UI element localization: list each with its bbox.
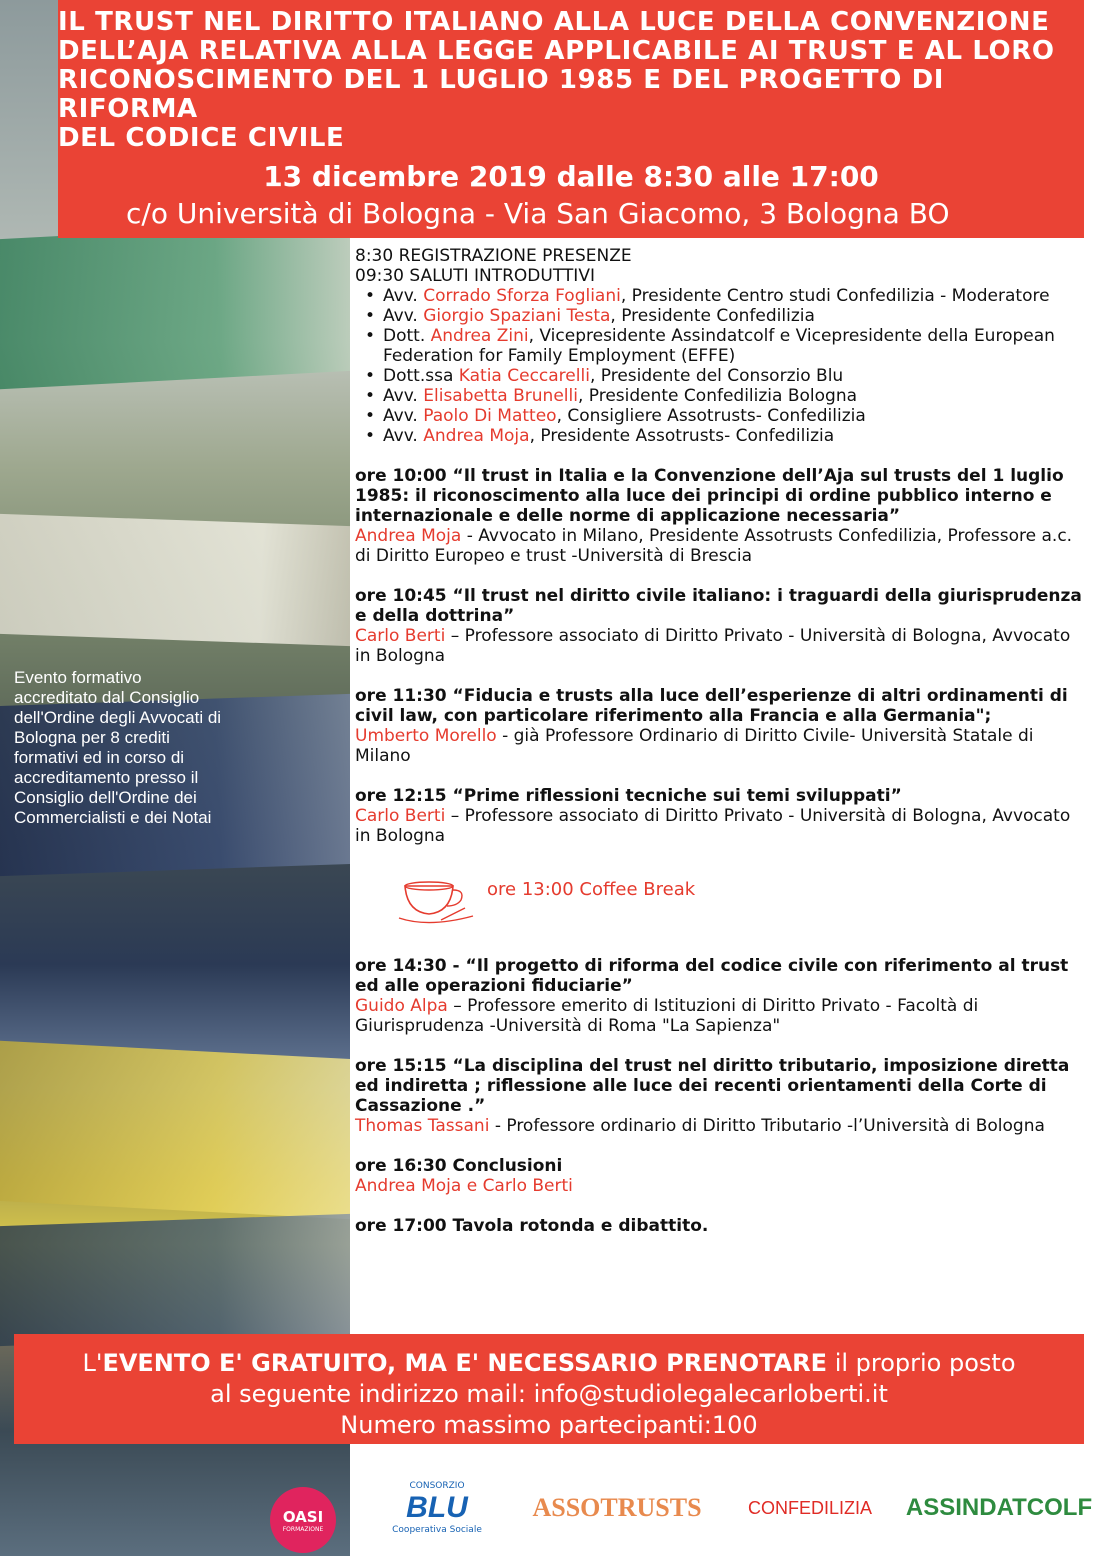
speaker-item xyxy=(365,366,1090,386)
speaker-title: Dott.ssa xyxy=(383,366,459,386)
speaker-name: Paolo Di Matteo xyxy=(423,406,557,426)
session-talk: ore 15:15 “La disciplina del trust nel diritto tributario, imposizione diretta ed indiretta ; riflessione alle luce dei recenti orientamenti della Corte di Cassazione .” xyxy=(355,1056,1070,1116)
speaker-item xyxy=(365,426,1090,446)
session-talk: ore 12:15 “Prime riflessioni tecniche sui temi sviluppati” xyxy=(355,786,902,806)
session xyxy=(355,956,1090,1036)
session xyxy=(355,466,1090,566)
speaker-title: Avv. xyxy=(383,426,424,446)
session xyxy=(355,1056,1090,1136)
speaker-item xyxy=(365,306,1090,326)
speaker-name: Giorgio Spaziani Testa xyxy=(423,306,611,326)
session-affiliation: - Professore ordinario di Diritto Tributario -l’Università di Bologna xyxy=(489,1116,1045,1136)
speaker-role: , Consigliere Assotrusts- Confedilizia xyxy=(556,406,866,426)
speaker-title: Avv. xyxy=(383,286,424,306)
session-speaker-line xyxy=(355,806,1070,846)
speaker-name: Andrea Moja xyxy=(423,426,530,446)
session-affiliation: - Avvocato in Milano, Presidente Assotrusts Confedilizia, Professore a.c. di Diritto Europeo e trust -Università di Brescia xyxy=(355,526,1073,566)
book-spine xyxy=(0,1039,350,1221)
speaker-title: Dott. xyxy=(383,326,431,346)
book-spine xyxy=(0,1213,350,1348)
program xyxy=(355,246,1090,1236)
coffee-break xyxy=(355,880,1090,936)
speaker-item xyxy=(365,406,1090,426)
greetings-time: 09:30 SALUTI INTRODUTTIVI xyxy=(355,266,595,286)
book-spine xyxy=(0,219,350,391)
speaker-role: , Presidente Confedilizia xyxy=(610,306,815,326)
confedilizia-logo: CONFEDILIZIA xyxy=(747,1497,872,1518)
coffee-break-label: ore 13:00 Coffee Break xyxy=(487,879,696,900)
session-talk: ore 10:45 “Il trust nel diritto civile italiano: i traguardi della giurisprudenza e della dottrina” xyxy=(355,586,1082,626)
speaker-name: Corrado Sforza Fogliani xyxy=(423,286,621,306)
speaker-title: Avv. xyxy=(383,406,424,426)
event-date: 13 dicembre 2019 dalle 8:30 alle 17:00 xyxy=(263,160,879,193)
session-speaker: Carlo Berti xyxy=(355,806,446,826)
session-speaker-line xyxy=(355,726,1034,766)
session-affiliation: – Professore associato di Diritto Privato - Università di Bologna, Avvocato in Bologna xyxy=(355,626,1071,666)
header-banner xyxy=(58,0,1084,238)
session xyxy=(355,586,1090,666)
session-speaker-line xyxy=(355,626,1070,666)
round-table xyxy=(355,1216,1090,1236)
session xyxy=(355,686,1090,766)
speaker-role: , Presidente Confedilizia Bologna xyxy=(577,386,858,406)
speaker-role: , Presidente Centro studi Confedilizia - Moderatore xyxy=(620,286,1050,306)
session-speaker: Carlo Berti xyxy=(355,626,446,646)
booking-banner xyxy=(14,1334,1084,1444)
session-speaker-line xyxy=(355,996,978,1036)
session xyxy=(355,786,1090,846)
max-participants: Numero massimo partecipanti:100 xyxy=(340,1411,758,1439)
session-speaker: Thomas Tassani xyxy=(355,1116,490,1136)
session-affiliation: – Professore associato di Diritto Privato - Università di Bologna, Avvocato in Bologna xyxy=(355,806,1071,846)
conclusions-speakers: Andrea Moja e Carlo Berti xyxy=(355,1176,573,1196)
booking-emphasis: EVENTO E' GRATUITO, MA E' NECESSARIO PRENOTARE xyxy=(102,1349,828,1377)
speaker-item xyxy=(365,286,1090,306)
session-speaker: Andrea Moja xyxy=(355,526,462,546)
accreditation-note: Evento formativo accreditato dal Consiglio dell'Ordine degli Avvocati di Bologna per 8 crediti formativi ed in corso di accreditamento presso il Consiglio dell'Ordine dei Commercialisti e dei Notai xyxy=(14,668,222,827)
assindatcolf-logo: ASSINDATCOLF xyxy=(905,1494,1093,1521)
registration-time: 8:30 REGISTRAZIONE PRESENZE xyxy=(355,246,632,266)
assotrusts-logo: ASSOTRUSTS xyxy=(532,1493,702,1522)
session-talk: ore 10:00 “Il trust in Italia e la Convenzione dell’Aja sul trusts del 1 luglio 1985: il riconoscimento alla luce dei principi di ordine pubblico interno e internazionale e delle norme di applicazione necessaria” xyxy=(355,466,1064,526)
session-affiliation: - già Professore Ordinario di Diritto Civile- Università Statale di Milano xyxy=(355,726,1034,766)
event-venue: c/o Università di Bologna - Via San Giacomo, 3 Bologna BO xyxy=(126,197,950,230)
speaker-role: , Presidente Assotrusts- Confedilizia xyxy=(529,426,835,446)
booking-line-1: L'EVENTO E' GRATUITO, MA E' NECESSARIO PRENOTARE il proprio posto xyxy=(82,1349,1016,1377)
session-speaker-line xyxy=(355,1116,1045,1136)
speaker-name: Andrea Zini xyxy=(430,326,529,346)
booking-email[interactable]: al seguente indirizzo mail: info@studiolegalecarloberti.it xyxy=(210,1380,888,1408)
session-affiliation: – Professore emerito di Istituzioni di Diritto Privato - Facoltà di Giurisprudenza -Università di Roma "La Sapienza" xyxy=(355,996,979,1036)
consorzio-blu-logo: CONSORZIO BLU Cooperativa Sociale xyxy=(392,1481,482,1535)
session-speaker: Guido Alpa xyxy=(355,996,448,1016)
session-talk: ore 14:30 - “Il progetto di riforma del codice civile con riferimento al trust ed alle operazioni fiduciarie” xyxy=(355,956,1069,996)
session-speaker-line xyxy=(355,526,1072,566)
speaker-role: , Presidente del Consorzio Blu xyxy=(589,366,844,386)
conclusions xyxy=(355,1156,1090,1196)
speaker-name: Katia Ceccarelli xyxy=(458,366,590,386)
speaker-item xyxy=(365,326,1090,366)
afternoon-sessions xyxy=(355,956,1090,1136)
event-title: IL TRUST NEL DIRITTO ITALIANO ALLA LUCE DELLA CONVENZIONE DELL’AJA RELATIVA ALLA LEGGE APPLICABILE AI TRUST E AL LORO RICONOSCIMENTO DEL 1 LUGLIO 1985 E DEL PROGETTO DI RIFORMA DEL CODICE CIVILE xyxy=(58,7,1055,153)
book-spine xyxy=(0,513,350,648)
speaker-role: , Vicepresidente Assindatcolf e Vicepresidente della European Federation for Family Employment (EFFE) xyxy=(383,326,1055,366)
morning-sessions xyxy=(355,466,1090,846)
speaker-name: Elisabetta Brunelli xyxy=(423,386,578,406)
conclusions-title: ore 16:30 Conclusioni xyxy=(355,1156,563,1176)
speaker-title: Avv. xyxy=(383,306,424,326)
oasi-logo: OASI FORMAZIONE xyxy=(258,1484,348,1556)
round-table-title: ore 17:00 Tavola rotonda e dibattito. xyxy=(355,1216,709,1236)
sponsor-logos xyxy=(0,1468,1100,1556)
session-speaker: Umberto Morello xyxy=(355,726,497,746)
session-talk: ore 11:30 “Fiducia e trusts alla luce dell’esperienze di altri ordinamenti di civil law, con particolare riferimento alla Francia e alla Germania"; xyxy=(355,686,1068,726)
speaker-item xyxy=(365,386,1090,406)
coffee-cup-icon xyxy=(397,872,477,932)
speaker-list xyxy=(365,286,1090,446)
speaker-title: Avv. xyxy=(383,386,424,406)
